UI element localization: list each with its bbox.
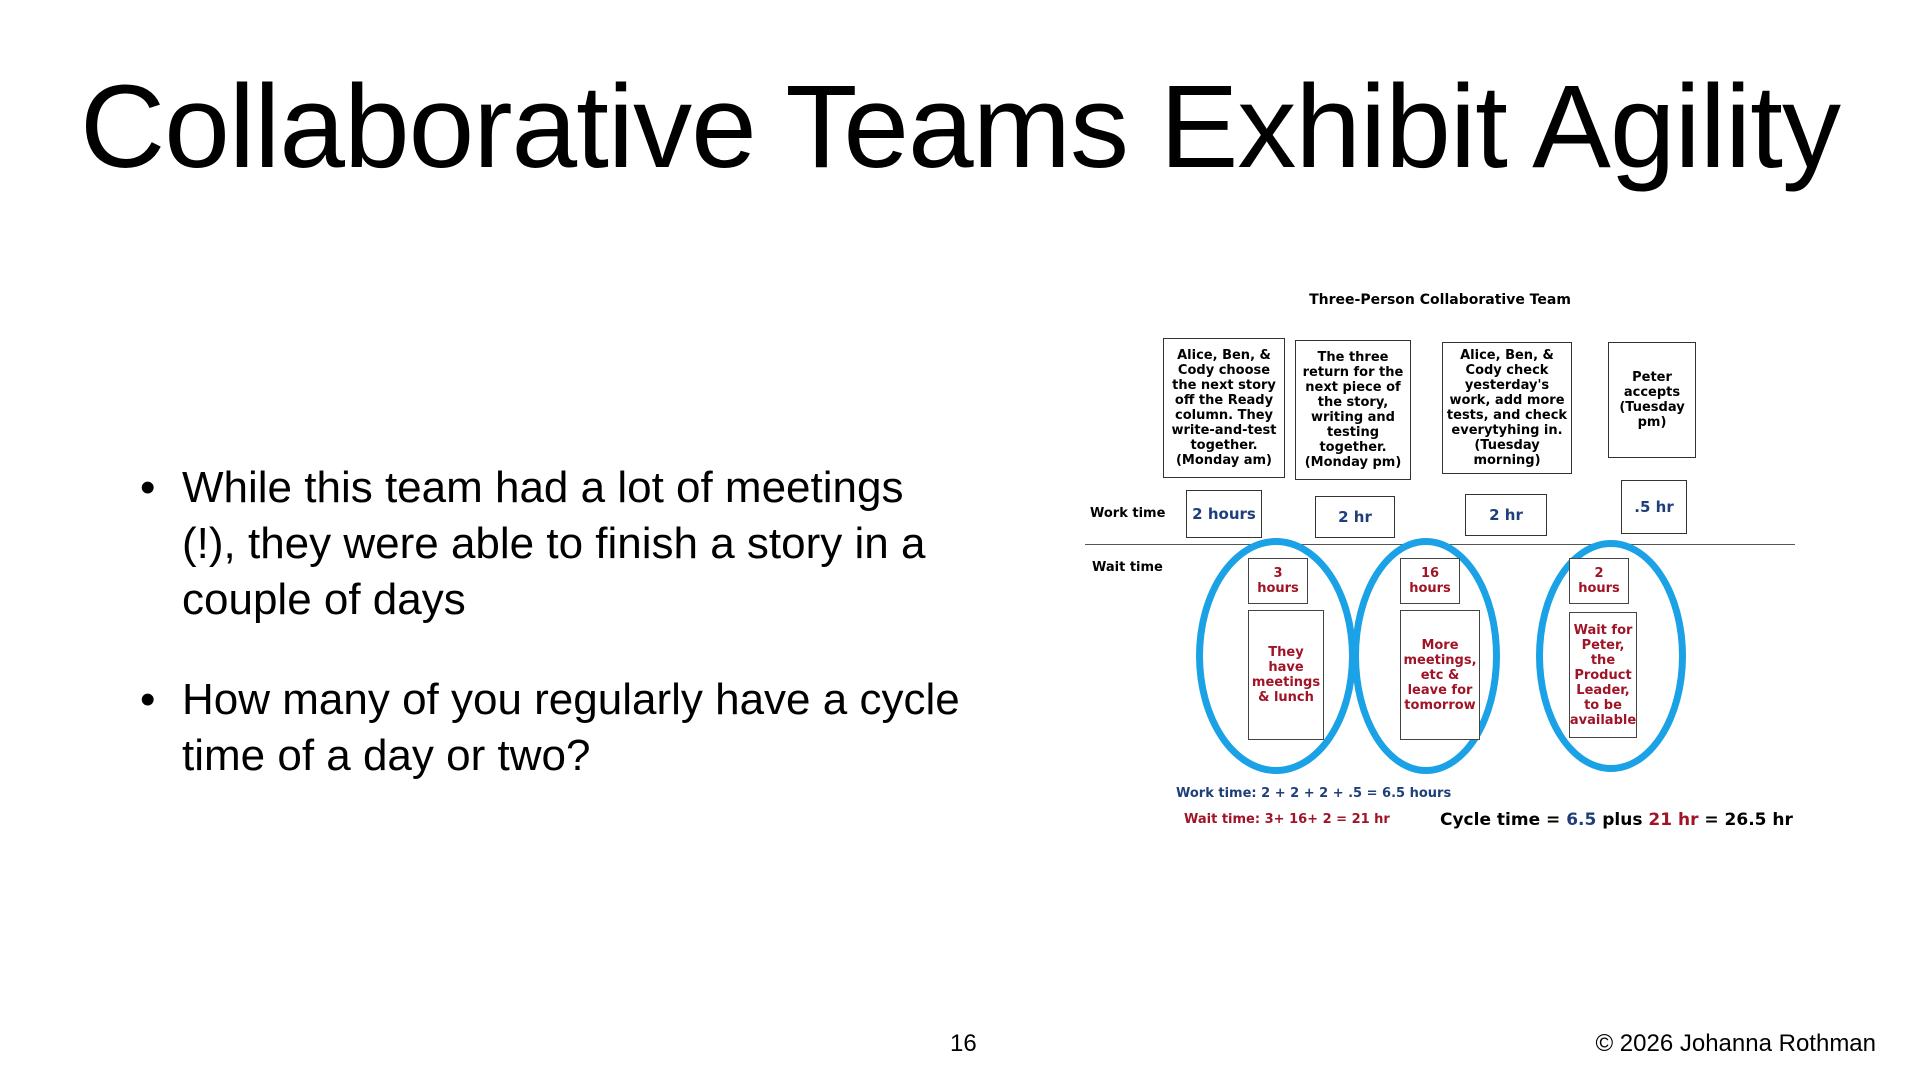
- wait-time-box: 2 hours: [1569, 558, 1629, 604]
- copyright-notice: © 2026 Johanna Rothman: [1595, 1030, 1876, 1057]
- cycle-time-summary: [1440, 810, 1793, 830]
- wait-reason-box: Wait for Peter, the Product Leader, to be available: [1569, 612, 1637, 738]
- work-time-box: 2 hours: [1186, 490, 1262, 538]
- bullet-dot: •: [140, 463, 156, 512]
- work-time-sum: Work time: 2 + 2 + 2 + .5 = 6.5 hours: [1176, 786, 1452, 801]
- step-box: Peter accepts (Tuesday pm): [1608, 342, 1696, 458]
- wait-time-box: 3 hours: [1248, 558, 1308, 604]
- bullet-item: [140, 672, 960, 784]
- cycle-prefix: Cycle time =: [1440, 810, 1561, 830]
- step-box: Alice, Ben, & Cody choose the next story off the Ready column. They write-and-test together. (Monday am): [1163, 338, 1285, 478]
- wait-reason-box: They have meetings & lunch: [1248, 610, 1324, 740]
- cycle-time-diagram: [1080, 280, 1800, 850]
- bullet-text: How many of you regularly have a cycle time of a day or two?: [182, 675, 960, 780]
- wait-time-sum: Wait time: 3+ 16+ 2 = 21 hr: [1184, 812, 1390, 827]
- work-time-label: Work time: [1090, 506, 1166, 521]
- diagram-title: Three-Person Collaborative Team: [1309, 292, 1571, 308]
- wait-reason-box: More meetings, etc & leave for tomorrow: [1400, 610, 1480, 740]
- bullet-dot: •: [140, 675, 156, 724]
- step-box: The three return for the next piece of the story, writing and testing together. (Monday pm): [1295, 340, 1411, 480]
- wait-time-box: 16 hours: [1400, 558, 1460, 604]
- cycle-plus: plus: [1602, 810, 1643, 830]
- work-time-box: 2 hr: [1315, 496, 1395, 538]
- slide-title: Collaborative Teams Exhibit Agility: [80, 61, 1840, 193]
- bullet-list: [140, 460, 960, 828]
- work-time-box: 2 hr: [1465, 494, 1547, 536]
- cycle-work-value: 6.5: [1566, 810, 1597, 830]
- bullet-text: While this team had a lot of meetings (!), they were able to finish a story in a couple of days: [182, 463, 926, 624]
- wait-time-label: Wait time: [1092, 560, 1163, 575]
- cycle-total: = 26.5 hr: [1704, 810, 1793, 830]
- bullet-item: [140, 460, 960, 628]
- work-time-box: .5 hr: [1621, 480, 1687, 534]
- cycle-wait-value: 21 hr: [1648, 810, 1699, 830]
- page-number: 16: [950, 1030, 977, 1057]
- step-box: Alice, Ben, & Cody check yesterday's work, add more tests, and check everytyhing in. (Tuesday morning): [1442, 342, 1572, 474]
